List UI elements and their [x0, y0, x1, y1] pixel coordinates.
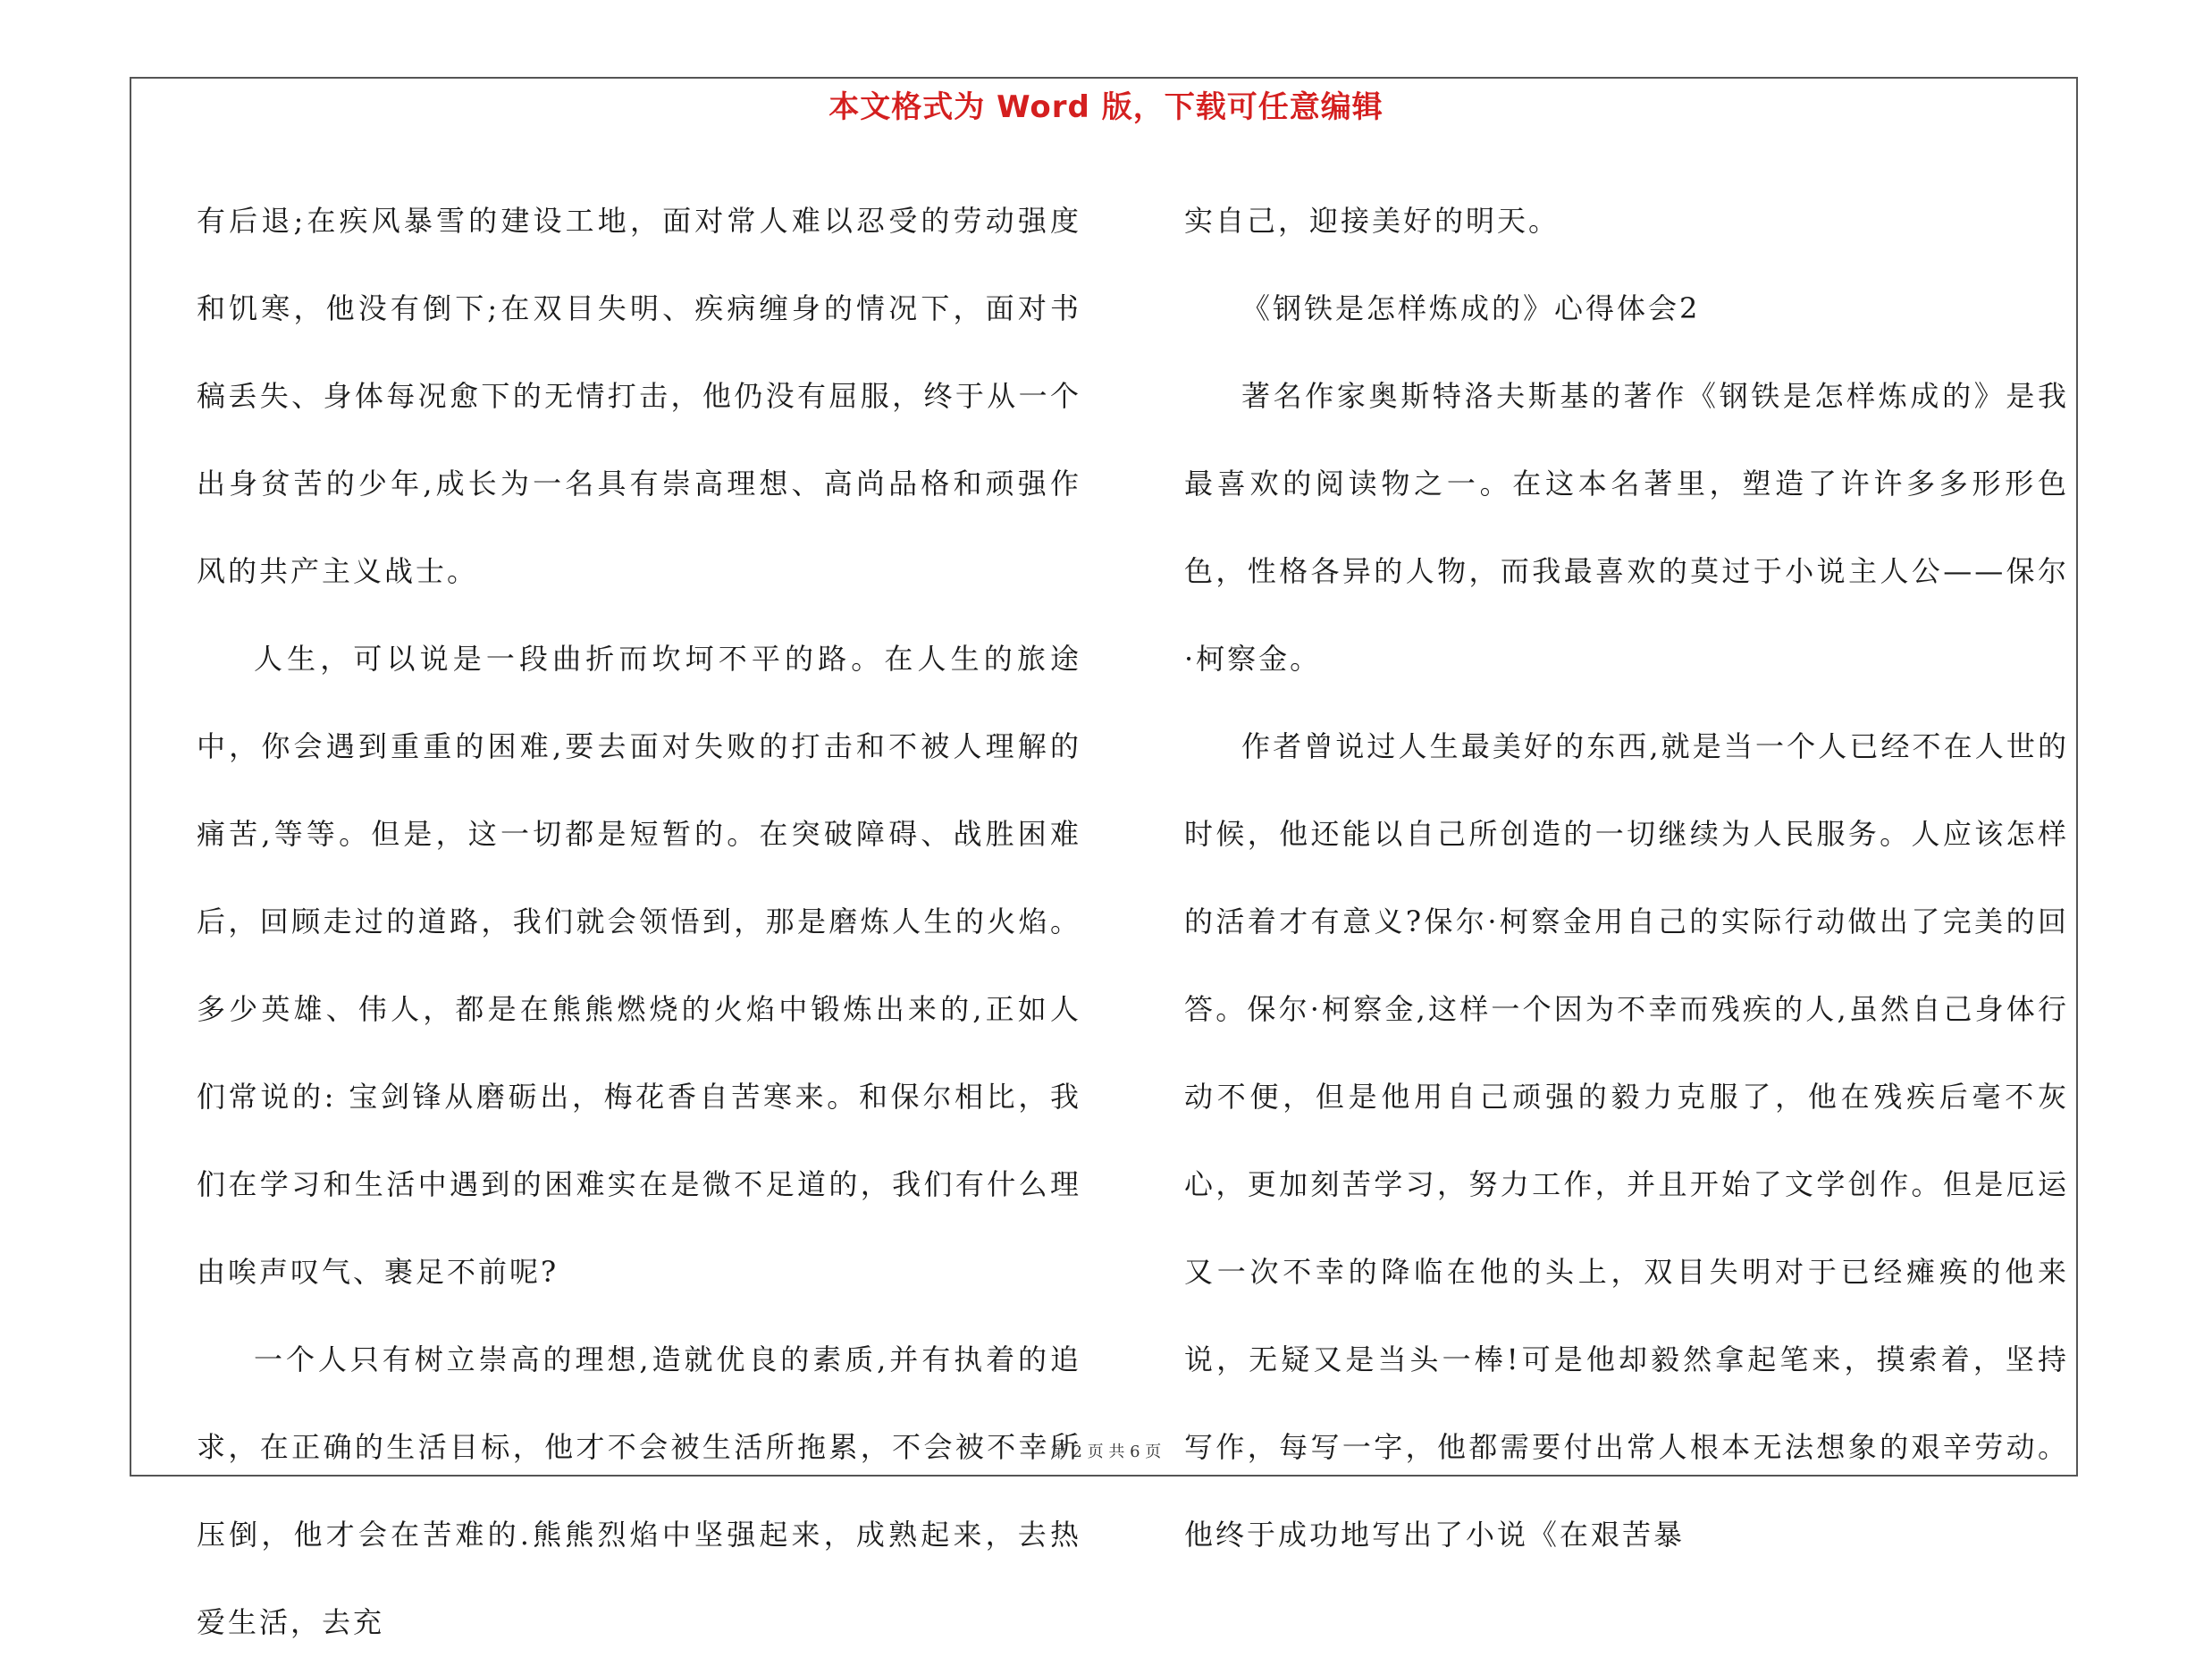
- paragraph: 著名作家奥斯特洛夫斯基的著作《钢铁是怎样炼成的》是我最喜欢的阅读物之一。在这本名著里，塑造了许许多多形形色色，性格各异的人物，而我最喜欢的莫过于小说主人公——保尔·柯察金。: [1184, 379, 2069, 676]
- paragraph-continuation: 实自己，迎接美好的明天。: [1184, 204, 1560, 238]
- right-text-column: [1184, 177, 2069, 1578]
- paragraph: 作者曾说过人生最美好的东西,就是当一个人已经不在人世的时候，他还能以自己所创造的一切继续为人民服务。人应该怎样的活着才有意义?保尔·柯察金用自己的实际行动做出了完美的回答。保尔·柯察金,这样一个因为不幸而残疾的人,虽然自己身体行动不便，但是他用自己顽强的毅力克服了，他在残疾后毫不灰心，更加刻苦学习，努力工作，并且开始了文学创作。但是厄运又一次不幸的降临在他的头上，双目失明对于已经瘫痪的他来说，无疑又是当头一棒!可是他却毅然拿起笔来，摸索着，坚持写作，每写一字，他都需要付出常人根本无法想象的艰辛劳动。他终于成功地写出了小说《在艰苦暴: [1184, 729, 2069, 1552]
- paragraph: 人生，可以说是一段曲折而坎坷不平的路。在人生的旅途中，你会遇到重重的困难,要去面对失败的打击和不被人理解的痛苦,等等。但是，这一切都是短暂的。在突破障碍、战胜困难后，回顾走过的道路，我们就会领悟到，那是磨炼人生的火焰。多少英雄、伟人，都是在熊熊燃烧的火焰中锻炼出来的,正如人们常说的: 宝剑锋从磨砺出，梅花香自苦寒来。和保尔相比，我们在学习和生活中遇到的困难实在是微不足道的，我们有什么理由唉声叹气、裹足不前呢?: [197, 642, 1081, 1289]
- format-notice-header: 本文格式为 Word 版，下载可任意编辑: [828, 89, 1384, 125]
- paragraph-continuation: 有后退;在疾风暴雪的建设工地，面对常人难以忍受的劳动强度和饥寒，他没有倒下;在双目失明、疾病缠身的情况下，面对书稿丢失、身体每况愈下的无情打击，他仍没有屈服，终于从一个出身贫苦的少年,成长为一名具有崇高理想、高尚品格和顽强作风的共产主义战士。: [197, 204, 1081, 588]
- page-number-footer: 第 2 页 共 6 页: [1050, 1443, 1162, 1461]
- paragraph: 一个人只有树立崇高的理想,造就优良的素质,并有执着的追求，在正确的生活目标，他才不会被生活所拖累，不会被不幸所压倒，他才会在苦难的.熊熊烈焰中坚强起来，成熟起来，去热爱生活，去充: [197, 1342, 1081, 1639]
- section-heading: 《钢铁是怎样炼成的》心得体会2: [1241, 291, 1701, 325]
